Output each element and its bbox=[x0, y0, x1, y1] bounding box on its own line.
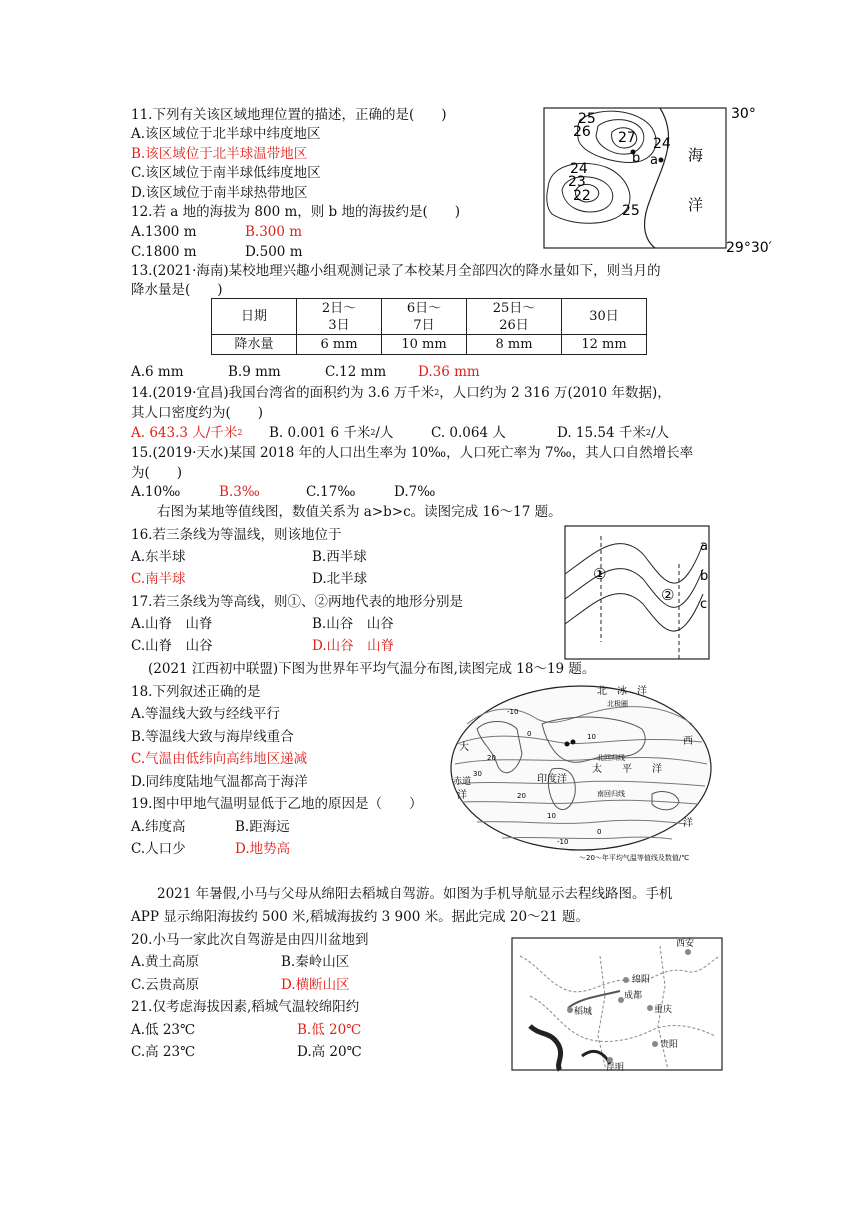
q17-option-d: D.山谷 山脊 bbox=[312, 638, 395, 654]
table-cell: 30日 bbox=[562, 299, 647, 335]
route-map-figure bbox=[510, 936, 726, 1074]
rainfall-table bbox=[211, 298, 647, 355]
point-2-label: ② bbox=[661, 586, 675, 604]
sea-label-1: 海 bbox=[688, 146, 704, 164]
q15-option-b: B.3‰ bbox=[219, 484, 260, 500]
q18-option-a: A.等温线大致与经线平行 bbox=[131, 706, 281, 722]
isotherm-value: 30 bbox=[473, 770, 482, 778]
q20-option-b: B.秦岭山区 bbox=[281, 954, 350, 970]
q13-option-b: B.9 mm bbox=[228, 364, 281, 380]
intro-20-21-line-2: APP 显示绵阳海拔约 500 米,稻城海拔约 3 900 米。据此完成 20～21 题。 bbox=[131, 909, 590, 925]
label-chidao: 赤道 bbox=[453, 777, 472, 787]
q18-option-b: B.等温线大致与海岸线重合 bbox=[131, 729, 294, 745]
q17-option-b: B.山谷 山谷 bbox=[312, 616, 394, 632]
q15-option-c: C.17‰ bbox=[306, 484, 356, 500]
q11-option-c: C.该区域位于南半球低纬度地区 bbox=[131, 165, 321, 181]
contour-label: 27 bbox=[618, 130, 636, 146]
q19-stem: 19.图中甲地气温明显低于乙地的原因是（ ） bbox=[131, 796, 423, 812]
label-taipingyang: 太 平 洋 bbox=[592, 764, 662, 775]
lat-bottom-label: 29°30′ bbox=[726, 240, 772, 256]
contour-map-figure bbox=[540, 100, 772, 256]
table-cell: 8 mm bbox=[467, 335, 562, 355]
q11-option-a: A.该区域位于北半球中纬度地区 bbox=[131, 126, 321, 142]
q15-option-d: D.7‰ bbox=[394, 484, 436, 500]
q19-option-a: A.纬度高 bbox=[131, 819, 186, 835]
q17-option-c: C.山脊 山谷 bbox=[131, 638, 213, 654]
q18-stem: 18.下列叙述正确的是 bbox=[131, 684, 261, 700]
table-cell: 6日～ 7日 bbox=[382, 299, 467, 335]
line-a-label: a bbox=[700, 539, 708, 554]
isotherm-value: 0 bbox=[597, 828, 602, 836]
contour-label: 25 bbox=[622, 203, 640, 219]
label-beibingyang: 北 冰 洋 bbox=[597, 686, 647, 697]
q20-option-d: D.横断山区 bbox=[281, 977, 350, 993]
label-yinduyang: 印度洋 bbox=[537, 774, 567, 785]
q16-option-d: D.北半球 bbox=[312, 571, 368, 587]
city-kunming: 昆明 bbox=[606, 1063, 625, 1073]
city-daocheng: 稻城 bbox=[574, 1007, 593, 1017]
q21-stem: 21.仅考虑海拔因素,稻城气温较绵阳约 bbox=[131, 999, 360, 1015]
point-b-label: b bbox=[632, 151, 641, 166]
contour-label: 25 bbox=[578, 111, 596, 127]
table-cell: 2日～ 3日 bbox=[297, 299, 382, 335]
q14-option-b: B. 0.001 6 千米$^2$/人 bbox=[269, 425, 394, 441]
isotherm-value: 20 bbox=[517, 792, 526, 800]
q12-stem: 12.若 a 地的海拔为 800 m，则 b 地的海拔约是( ) bbox=[131, 204, 461, 220]
q15-stem-1: 15.(2019·天水)某国 2018 年的人口出生率为 10‰，人口死亡率为 7‰，其人口自然增长率 bbox=[131, 445, 694, 461]
q19-option-c: C.人口少 bbox=[131, 841, 186, 857]
q16-option-a: A.东半球 bbox=[131, 549, 186, 565]
q21-option-b: B.低 20℃ bbox=[297, 1022, 362, 1038]
city-mianyang: 绵阳 bbox=[632, 975, 651, 985]
isotherm-value: -10 bbox=[507, 708, 519, 716]
city-guiyang: 贵阳 bbox=[660, 1040, 679, 1050]
intro-18-19: (2021 江西初中联盟)下图为世界年平均气温分布图,读图完成 18～19 题。 bbox=[148, 661, 596, 677]
city-chongqing: 重庆 bbox=[654, 1005, 673, 1015]
isotherm-value: 10 bbox=[547, 812, 556, 820]
line-c-label: c bbox=[700, 597, 708, 612]
q11-option-d: D.该区域位于南半球热带地区 bbox=[131, 185, 308, 201]
q12-option-d: D.500 m bbox=[245, 244, 303, 260]
q17-stem: 17.若三条线为等高线，则①、②两地代表的地形分别是 bbox=[131, 594, 463, 610]
q15-option-a: A.10‰ bbox=[131, 484, 181, 500]
q18-option-c: C.气温由低纬向高纬地区递减 bbox=[131, 751, 308, 767]
lat-top-label: 30° bbox=[731, 106, 756, 122]
q11-stem: 11.下列有关该区域地理位置的描述，正确的是( ) bbox=[131, 107, 447, 123]
q14-stem-1: 14.(2019·宜昌)我国台湾省的面积约为 3.6 万千米$^2$，人口约为 2 316 万(2010 年数据)， bbox=[131, 385, 671, 401]
q13-stem-1: 13.(2021·海南)某校地理兴趣小组观测记录了本校某月全部四次的降水量如下，则当月的 bbox=[131, 263, 661, 279]
q16-stem: 16.若三条线为等温线，则该地位于 bbox=[131, 527, 342, 543]
sea-label-2: 洋 bbox=[688, 196, 704, 214]
table-head-date: 日期 bbox=[212, 299, 297, 335]
isotherm-value: 10 bbox=[587, 733, 596, 741]
q12-option-c: C.1800 m bbox=[131, 244, 197, 260]
intro-20-21-line-1: 2021 年暑假,小马与父母从绵阳去稻城自驾游。如图为手机导航显示去程线路图。手机 bbox=[157, 886, 673, 902]
q14-stem-2: 其人口密度约为( ) bbox=[131, 405, 264, 421]
q19-option-d: D.地势高 bbox=[235, 841, 291, 857]
q21-option-a: A.低 23℃ bbox=[131, 1022, 196, 1038]
label-yang: 洋 bbox=[457, 790, 467, 801]
isotherm-value: 0 bbox=[527, 730, 532, 738]
contour-label: 23 bbox=[568, 174, 586, 190]
q20-stem: 20.小马一家此次自驾游是由四川盆地到 bbox=[131, 932, 369, 948]
contour-label: 22 bbox=[573, 188, 591, 204]
q21-option-d: D.高 20℃ bbox=[297, 1044, 362, 1060]
world-temperature-map bbox=[447, 684, 715, 862]
q19-option-b: B.距海远 bbox=[235, 819, 290, 835]
label-nanhuiguixian: 南回归线 bbox=[597, 790, 625, 798]
label-da: 大 bbox=[459, 742, 469, 753]
contour-label: 24 bbox=[570, 161, 588, 177]
contour-label: 26 bbox=[573, 124, 591, 140]
q17-option-a: A.山脊 山脊 bbox=[131, 616, 213, 632]
q14-option-c: C. 0.064 人 bbox=[431, 425, 506, 441]
q16-option-c: C.南半球 bbox=[131, 571, 186, 587]
table-cell: 10 mm bbox=[382, 335, 467, 355]
q13-option-c: C.12 mm bbox=[325, 364, 387, 380]
map-legend: ～20～年平均气温等值线及数值/℃ bbox=[579, 854, 690, 862]
line-b-label: b bbox=[700, 569, 709, 584]
q21-option-c: C.高 23℃ bbox=[131, 1044, 196, 1060]
q12-option-a: A.1300 m bbox=[131, 224, 197, 240]
label-beijiquan: 北极圈 bbox=[607, 700, 628, 708]
q13-option-a: A.6 mm bbox=[131, 364, 184, 380]
label-yang-2: 洋 bbox=[683, 818, 693, 829]
isotherm-value: 20 bbox=[487, 754, 496, 762]
table-cell: 25日～ 26日 bbox=[467, 299, 562, 335]
contour-label: 24 bbox=[653, 136, 671, 152]
q13-option-d: D.36 mm bbox=[418, 364, 480, 380]
point-a-label: a bbox=[650, 153, 658, 168]
q13-stem-2: 降水量是( ) bbox=[131, 282, 223, 298]
point-1-label: ① bbox=[593, 565, 607, 583]
q16-option-b: B.西半球 bbox=[312, 549, 367, 565]
label-beihuiguixian: 北回归线 bbox=[597, 754, 625, 762]
table-cell: 6 mm bbox=[297, 335, 382, 355]
table-cell: 12 mm bbox=[562, 335, 647, 355]
q14-option-a: A. 643.3 人/千米$^2$ bbox=[131, 425, 243, 441]
table-head-rain: 降水量 bbox=[212, 335, 297, 355]
q15-stem-2: 为( ) bbox=[131, 465, 183, 481]
isotherm-value: -10 bbox=[557, 838, 569, 846]
intro-16-17: 右图为某地等值线图，数值关系为 a>b>c。读图完成 16～17 题。 bbox=[157, 504, 562, 520]
q12-option-b: B.300 m bbox=[245, 224, 303, 240]
city-xian: 西安 bbox=[676, 939, 695, 949]
q14-option-d: D. 15.54 千米$^2$/人 bbox=[557, 425, 670, 441]
q11-option-b: B.该区域位于北半球温带地区 bbox=[131, 146, 308, 162]
q20-option-c: C.云贵高原 bbox=[131, 977, 200, 993]
isoline-figure bbox=[563, 524, 713, 664]
q18-option-d: D.同纬度陆地气温都高于海洋 bbox=[131, 774, 308, 790]
city-chengdu: 成都 bbox=[624, 991, 643, 1001]
q20-option-a: A.黄土高原 bbox=[131, 954, 200, 970]
label-xi: 西 bbox=[683, 736, 693, 747]
